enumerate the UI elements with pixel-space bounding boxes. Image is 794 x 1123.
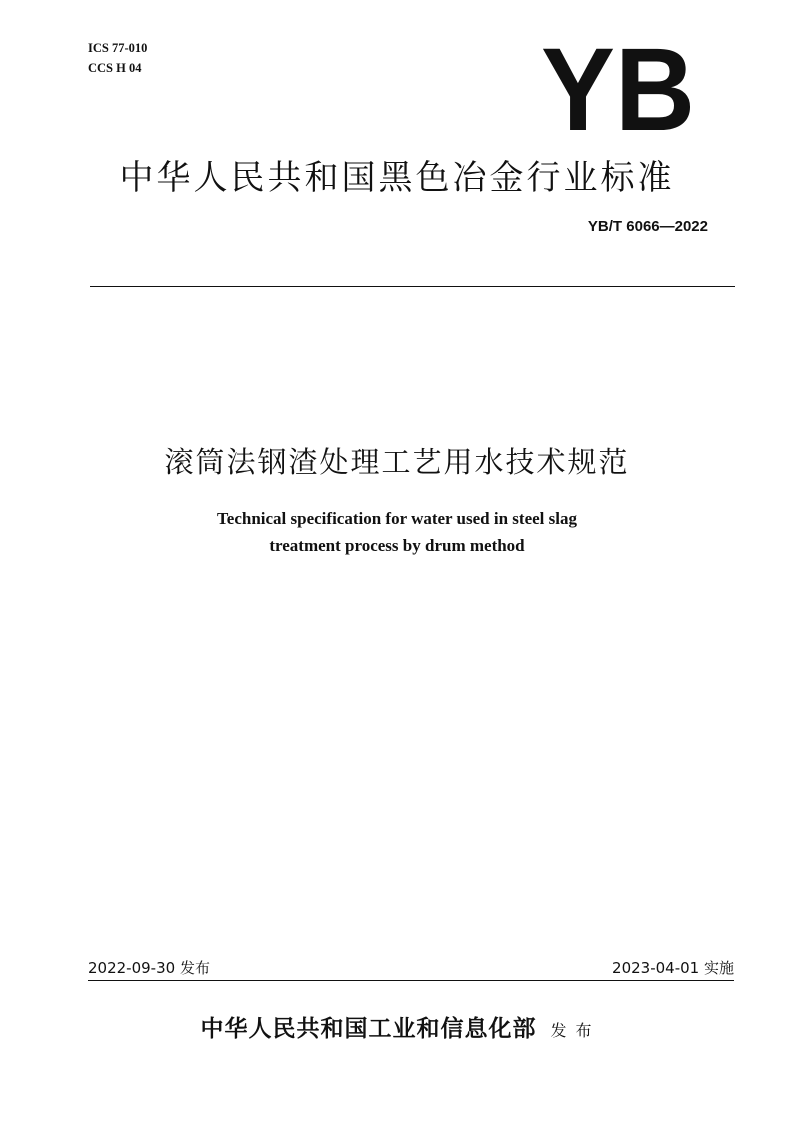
publisher (0, 1010, 794, 1043)
implementation-date: 2023-04-01 实施 (612, 959, 734, 977)
yb-logo-text: YB (541, 40, 695, 136)
industry-standard-heading: 中华人民共和国黑色冶金行业标准 (119, 158, 675, 198)
yb-logo (540, 40, 696, 136)
ccs-code: CCS H 04 (88, 61, 142, 75)
title-english-line-2: treatment process by drum method (269, 536, 525, 555)
footer-divider (88, 980, 734, 981)
publisher-suffix: 发 布 (550, 1021, 594, 1040)
issue-date: 2022-09-30 发布 (88, 959, 210, 977)
title-english-line-1: Technical specification for water used in steel slag (217, 509, 577, 528)
title-chinese: 滚筒法钢渣处理工艺用水技术规范 (164, 445, 630, 479)
title-english (0, 505, 794, 559)
header-divider (90, 286, 735, 287)
standard-number: YB/T 6066—2022 (587, 218, 708, 235)
publisher-name: 中华人民共和国工业和信息化部 (200, 1015, 537, 1042)
classification-codes (88, 38, 147, 78)
ics-code: ICS 77-010 (88, 41, 148, 55)
